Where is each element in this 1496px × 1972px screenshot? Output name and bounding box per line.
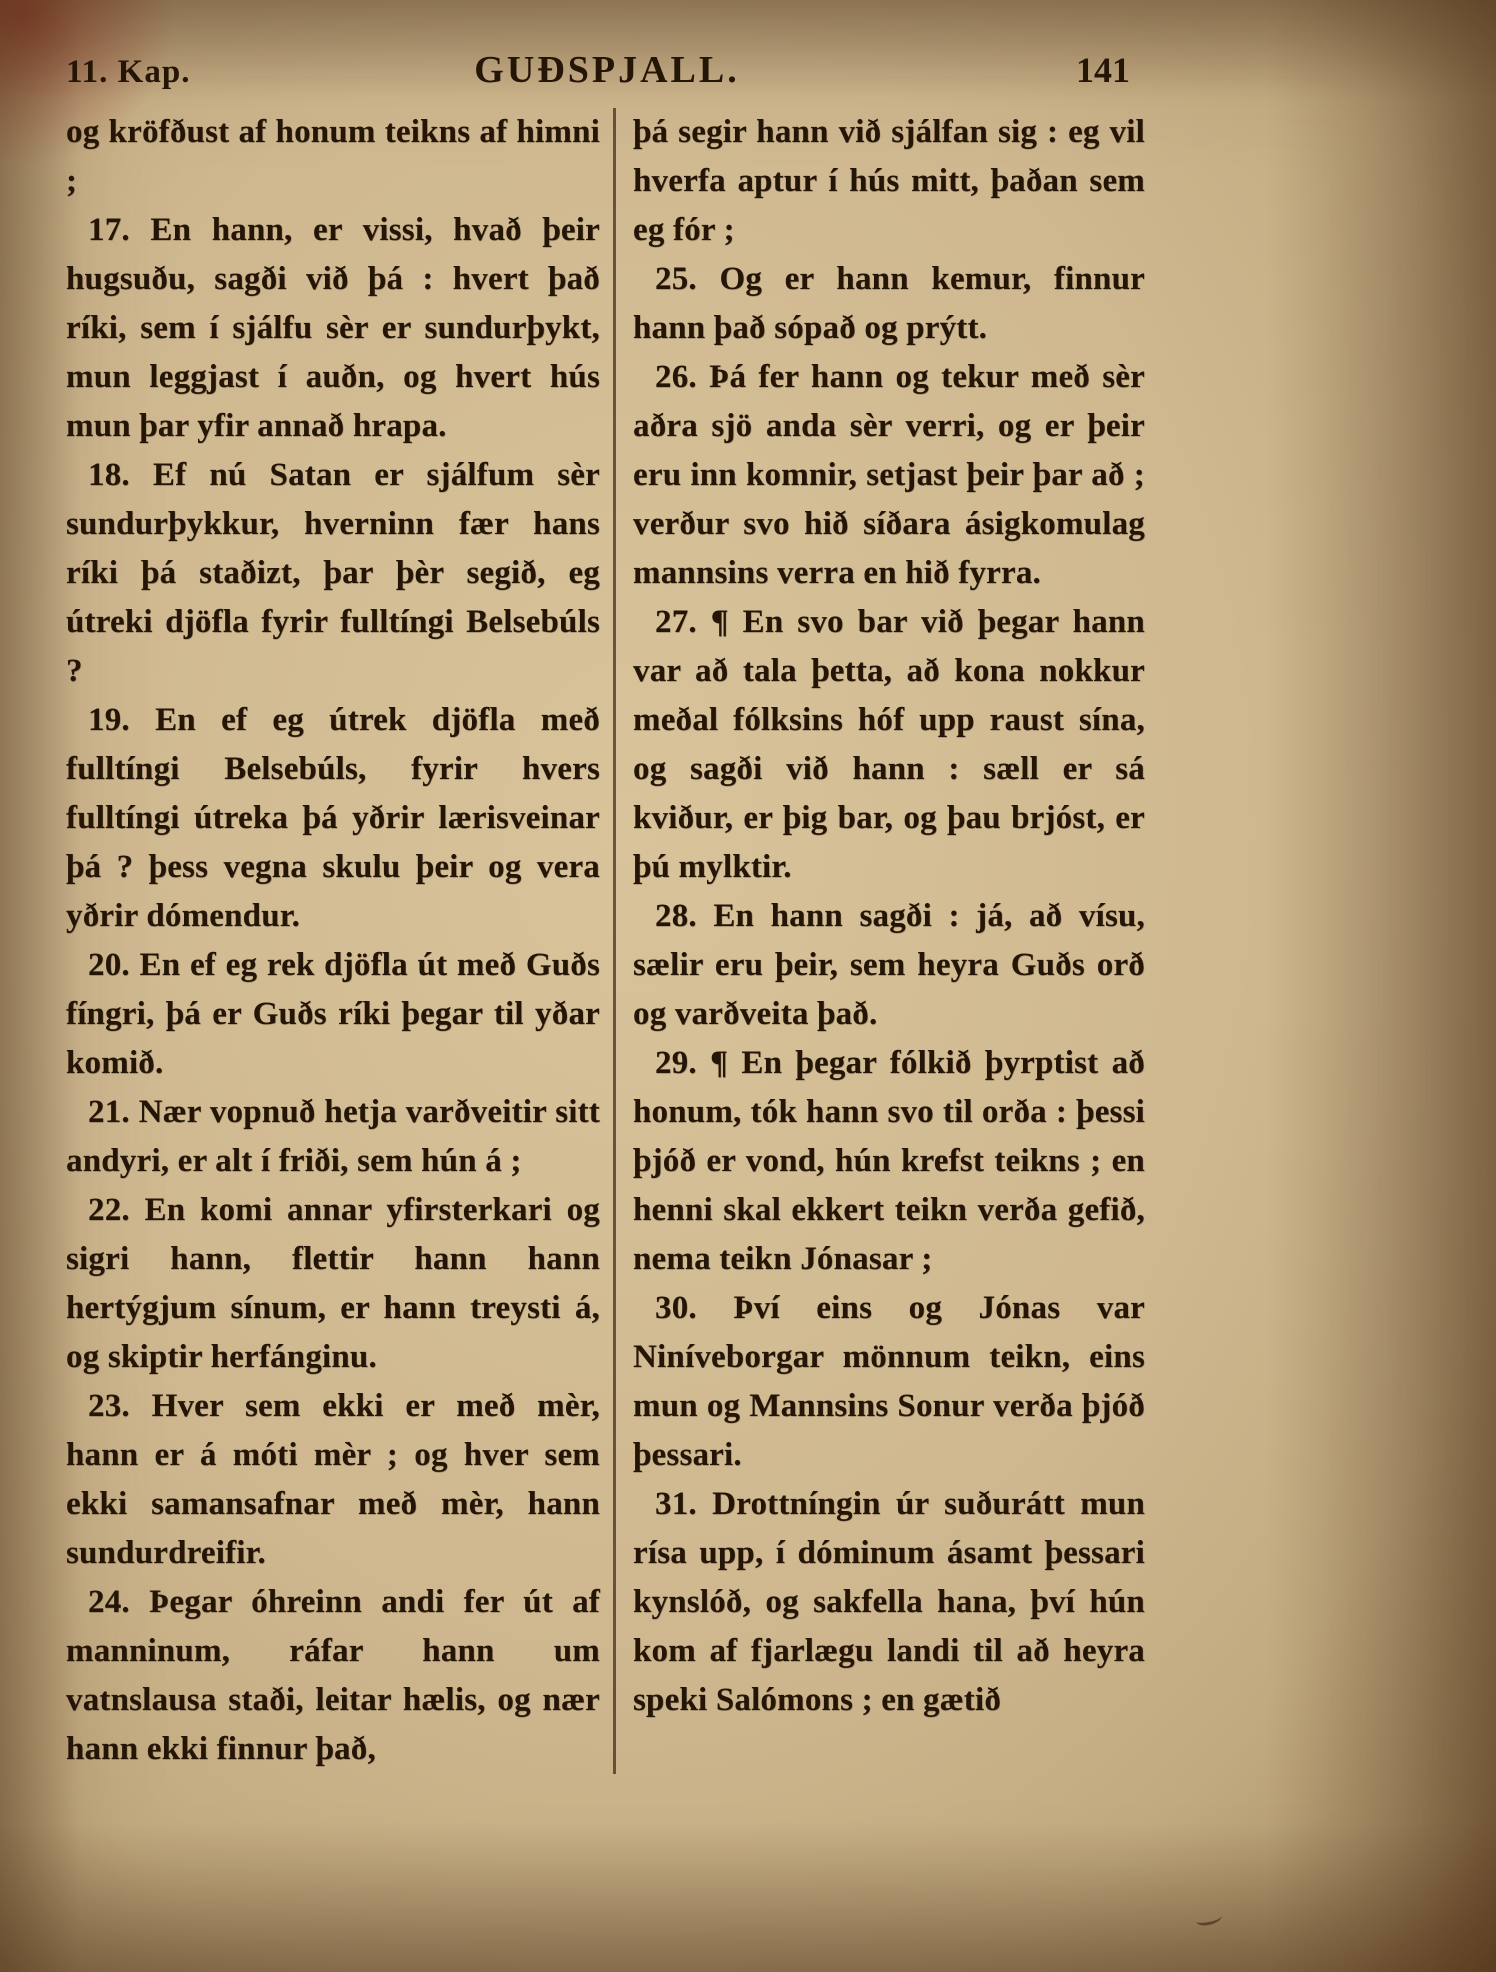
verse-paragraph: 30. Því eins og Jónas var Niníveborgar mönnum teikn, eins mun og Mannsins Sonur verða þjóð þessari. <box>633 1290 1145 1473</box>
verse-paragraph: 26. Þá fer hann og tekur með sèr aðra sjö anda sèr verri, og er þeir eru inn komnir, setjast þeir þar að ; verður svo hið síðara ásigkomulag mannsins verra en hið fyrra. <box>633 359 1145 591</box>
verse-paragraph: og kröfðust af honum teikns af himni ; <box>66 114 600 199</box>
verse-paragraph: 22. En komi annar yfirsterkari og sigri hann, flettir hann hann hertýgjum sínum, er hann treysti á, og skiptir herfánginu. <box>66 1192 600 1375</box>
verse-paragraph: 21. Nær vopnuð hetja varðveitir sitt andyri, er alt í friði, sem hún á ; <box>66 1094 600 1179</box>
verse-paragraph: 17. En hann, er vissi, hvað þeir hugsuðu, sagði við þá : hvert það ríki, sem í sjálfu sèr er sundurþykt, mun leggjast í auðn, og hvert hús mun þar yfir annað hrapa. <box>66 212 600 444</box>
right-column <box>633 108 1145 1774</box>
page-title: GUÐSPJALL. <box>474 49 740 91</box>
verse-paragraph: 27. ¶ En svo bar við þegar hann var að tala þetta, að kona nokkur meðal fólksins hóf upp raust sína, og sagði við hann : sæll er sá kviður, er þig bar, og þau brjóst, er þú mylktir. <box>633 604 1145 885</box>
verse-paragraph: þá segir hann við sjálfan sig : eg vil hverfa aptur í hús mitt, þaðan sem eg fór ; <box>633 114 1145 248</box>
verse-paragraph: 29. ¶ En þegar fólkið þyrptist að honum, tók hann svo til orða : þessi þjóð er vond, hún krefst teikns ; en henni skal ekkert teikn verða gefið, nema teikn Jónasar ; <box>633 1045 1145 1277</box>
page-content <box>66 48 1148 1774</box>
verse-paragraph: 18. Ef nú Satan er sjálfum sèr sundurþykkur, hverninn fær hans ríki þá staðizt, þar þèr segið, eg útreki djöfla fyrir fulltíngi Belsebúls ? <box>66 457 600 689</box>
verse-paragraph: 24. Þegar óhreinn andi fer út af manninum, ráfar hann um vatnslausa staði, leitar hælis, og nær hann ekki finnur það, <box>66 1584 600 1767</box>
column-divider <box>613 108 616 1774</box>
verse-paragraph: 25. Og er hann kemur, finnur hann það sópað og prýtt. <box>633 261 1145 346</box>
verse-paragraph: 20. En ef eg rek djöfla út með Guðs fíngri, þá er Guðs ríki þegar til yðar komið. <box>66 947 600 1081</box>
verse-paragraph: 28. En hann sagði : já, að vísu, sælir eru þeir, sem heyra Guðs orð og varðveita það. <box>633 898 1145 1032</box>
page-header <box>66 48 1148 92</box>
ink-mark <box>1195 1910 1223 1926</box>
verse-paragraph: 23. Hver sem ekki er með mèr, hann er á móti mèr ; og hver sem ekki samansafnar með mèr, hann sundurdreifir. <box>66 1388 600 1571</box>
left-column <box>66 108 600 1774</box>
verse-paragraph: 19. En ef eg útrek djöfla með fulltíngi Belsebúls, fyrir hvers fulltíngi útreka þá yðrir lærisveinar þá ? þess vegna skulu þeir og vera yðrir dómendur. <box>66 702 600 934</box>
page-number: 141 <box>1076 50 1130 90</box>
chapter-label: 11. Kap. <box>66 54 191 90</box>
verse-paragraph: 31. Drottníngin úr suðurátt mun rísa upp, í dóminum ásamt þessari kynslóð, og sakfella hana, því hún kom af fjarlægu landi til að heyra speki Salómons ; en gætið <box>633 1486 1145 1718</box>
text-columns <box>66 108 1148 1774</box>
